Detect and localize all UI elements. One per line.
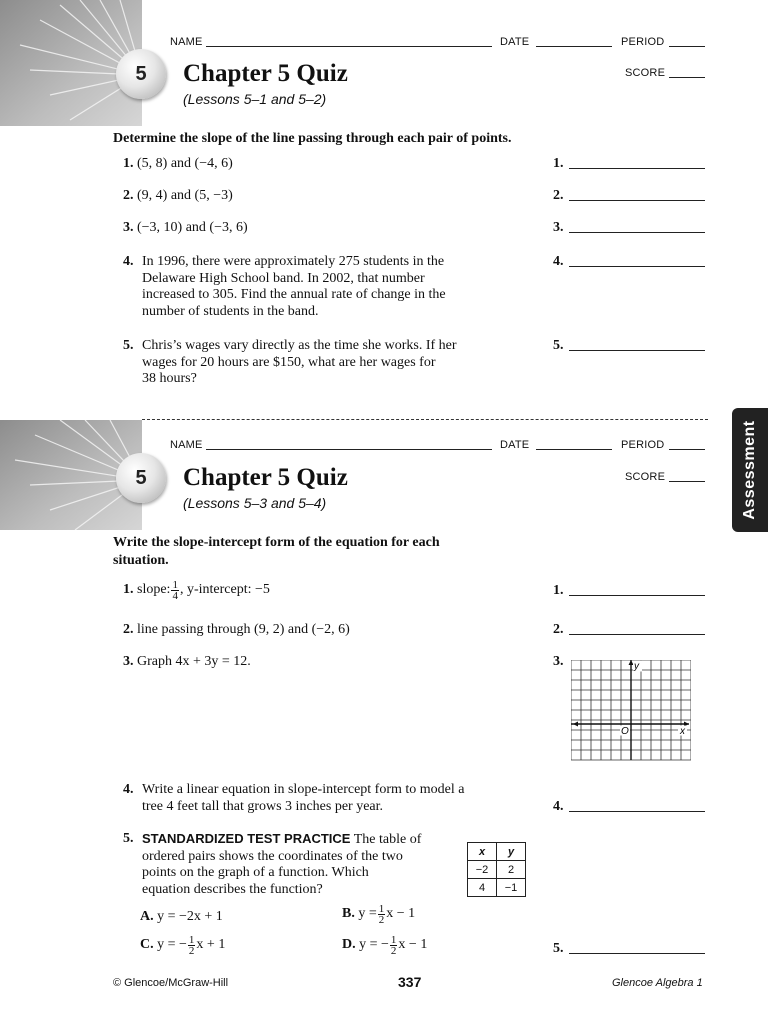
text-line: tree 4 feet tall that grows 3 inches per year. [142, 798, 384, 814]
chapter-badge: 5 [116, 453, 166, 503]
text-line: Write the slope-intercept form of the equation for each [113, 535, 440, 550]
quiz-instruction: Determine the slope of the line passing through each pair of points. [113, 131, 512, 146]
footer-book-title: Glencoe Algebra 1 [612, 977, 703, 989]
text-line: equation describes the function? [142, 881, 323, 897]
name-line[interactable] [206, 449, 492, 450]
question-text: line passing through (9, 2) and (−2, 6) [137, 622, 350, 637]
coordinate-grid[interactable] [571, 660, 691, 762]
question-text: (9, 4) and (5, −3) [137, 188, 233, 203]
ordered-pairs-table [467, 842, 526, 897]
question-5-text [142, 338, 457, 388]
question-text: Graph 4x + 3y = 12. [137, 654, 251, 669]
table-cell: 4 [468, 879, 497, 897]
y-axis-label: y [634, 661, 639, 672]
answer-line-3[interactable] [569, 232, 705, 233]
answer-label-2: 2. [553, 622, 564, 637]
question-1 [123, 580, 270, 601]
choice-label: B. [342, 906, 355, 922]
answer-line-1[interactable] [569, 595, 705, 596]
text-line: situation. [113, 553, 169, 568]
text-line: increased to 305. Find the annual rate of change in the [142, 287, 446, 302]
name-line[interactable] [206, 46, 492, 47]
answer-label-1: 1. [553, 583, 564, 598]
question-text: (−3, 10) and (−3, 6) [137, 220, 248, 235]
cut-line [142, 419, 708, 420]
name-label: NAME [170, 36, 203, 48]
fraction: $\frac{1}{4}$ [172, 579, 178, 602]
choice-label: D. [342, 937, 356, 953]
quiz-instruction [113, 534, 440, 570]
score-line[interactable] [669, 77, 705, 78]
date-label: DATE [500, 36, 530, 48]
choice-text: y = − [157, 937, 187, 953]
choice-label: A. [140, 909, 154, 924]
question-number: 4. [123, 254, 134, 269]
score-label: SCORE [625, 67, 666, 79]
quiz-title: Chapter 5 Quiz [183, 60, 348, 87]
question-number: 1. [123, 582, 134, 598]
question-number: 2. [123, 188, 134, 203]
answer-line-5[interactable] [569, 350, 705, 351]
choice-text: x − 1 [386, 906, 416, 922]
answer-line-1[interactable] [569, 168, 705, 169]
answer-label-2: 2. [553, 188, 564, 203]
choice-d[interactable] [342, 935, 427, 956]
text-line: points on the graph of a function. Which [142, 865, 369, 880]
answer-line-5[interactable] [569, 953, 705, 954]
quiz-lessons: (Lessons 5–3 and 5–4) [183, 495, 327, 511]
origin-label: O [621, 726, 629, 737]
choice-text: y = −2x + 1 [157, 909, 223, 924]
text-line: number of students in the band. [142, 303, 319, 319]
text-line: Write a linear equation in slope-intercept form to model a [142, 782, 465, 797]
question-5 [123, 338, 134, 355]
answer-label-5: 5. [553, 338, 564, 353]
choice-b[interactable] [342, 904, 415, 925]
table-cell: −1 [497, 879, 526, 897]
answer-label-3: 3. [553, 654, 564, 669]
text-line: In 1996, there were approximately 275 students in the [142, 254, 445, 269]
assessment-tab-label: Assessment [741, 420, 758, 520]
question-2 [123, 188, 233, 205]
page-number: 337 [398, 974, 422, 990]
quiz-title: Chapter 5 Quiz [183, 464, 348, 491]
period-line[interactable] [669, 449, 705, 450]
text-line: Delaware High School band. In 2002, that number [142, 270, 425, 286]
choice-a[interactable] [140, 909, 223, 926]
question-number: 5. [123, 338, 134, 353]
question-text: slope: [137, 582, 171, 598]
text-line: ordered pairs shows the coordinates of the two [142, 848, 403, 864]
question-text: , y-intercept: −5 [179, 582, 270, 598]
question-text: (5, 8) and (−4, 6) [137, 156, 233, 171]
answer-line-4[interactable] [569, 266, 705, 267]
choice-text: y = − [359, 937, 389, 953]
standardized-test-label: STANDARDIZED TEST PRACTICE [142, 831, 351, 846]
choice-label: C. [140, 937, 154, 953]
question-number: 1. [123, 156, 134, 171]
choice-c[interactable] [140, 935, 225, 956]
score-label: SCORE [625, 471, 666, 483]
table-cell: 2 [497, 861, 526, 879]
question-4 [123, 254, 134, 271]
answer-line-2[interactable] [569, 200, 705, 201]
answer-label-4: 4. [553, 254, 564, 269]
question-number: 5. [123, 831, 134, 846]
answer-label-5: 5. [553, 941, 564, 956]
table-cell: −2 [468, 861, 497, 879]
choice-text: x − 1 [398, 937, 428, 953]
question-5-text [142, 831, 421, 898]
period-label: PERIOD [621, 439, 665, 451]
table-header: x [468, 843, 497, 861]
question-3 [123, 220, 248, 237]
y-axis-arrow-icon [629, 660, 634, 665]
x-axis-arrow-icon [573, 722, 578, 727]
period-label: PERIOD [621, 36, 665, 48]
question-4-text [142, 254, 446, 320]
name-label: NAME [170, 439, 203, 451]
x-axis-label: x [680, 726, 685, 737]
question-5 [123, 831, 134, 848]
answer-label-3: 3. [553, 220, 564, 235]
chapter-badge: 5 [116, 49, 166, 99]
question-number: 2. [123, 622, 134, 637]
text-line: The table of [350, 832, 422, 847]
answer-label-1: 1. [553, 156, 564, 171]
text-line: Chris’s wages vary directly as the time she works. If her [142, 338, 457, 353]
table-header: y [497, 843, 526, 861]
date-line[interactable] [536, 46, 612, 47]
answer-line-4[interactable] [569, 811, 705, 812]
footer-copyright: © Glencoe/McGraw-Hill [113, 977, 229, 989]
question-4 [123, 782, 134, 799]
fraction: $\frac{1}{2}$ [390, 934, 397, 957]
score-line[interactable] [669, 481, 705, 482]
fraction: $\frac{1}{2}$ [378, 903, 385, 926]
question-number: 3. [123, 220, 134, 235]
quiz-lessons: (Lessons 5–1 and 5–2) [183, 91, 327, 107]
question-3 [123, 654, 251, 671]
text-line: 38 hours? [142, 371, 197, 386]
choice-text: y = [358, 906, 377, 922]
text-line: wages for 20 hours are $150, what are her wages for [142, 354, 436, 370]
fraction: $\frac{1}{2}$ [188, 934, 195, 957]
date-line[interactable] [536, 449, 612, 450]
date-label: DATE [500, 439, 530, 451]
question-number: 3. [123, 654, 134, 669]
question-number: 4. [123, 782, 134, 797]
question-4-text [142, 782, 465, 815]
period-line[interactable] [669, 46, 705, 47]
question-1 [123, 156, 233, 173]
question-2 [123, 622, 350, 639]
choice-text: x + 1 [196, 937, 226, 953]
answer-line-2[interactable] [569, 634, 705, 635]
answer-label-4: 4. [553, 799, 564, 814]
